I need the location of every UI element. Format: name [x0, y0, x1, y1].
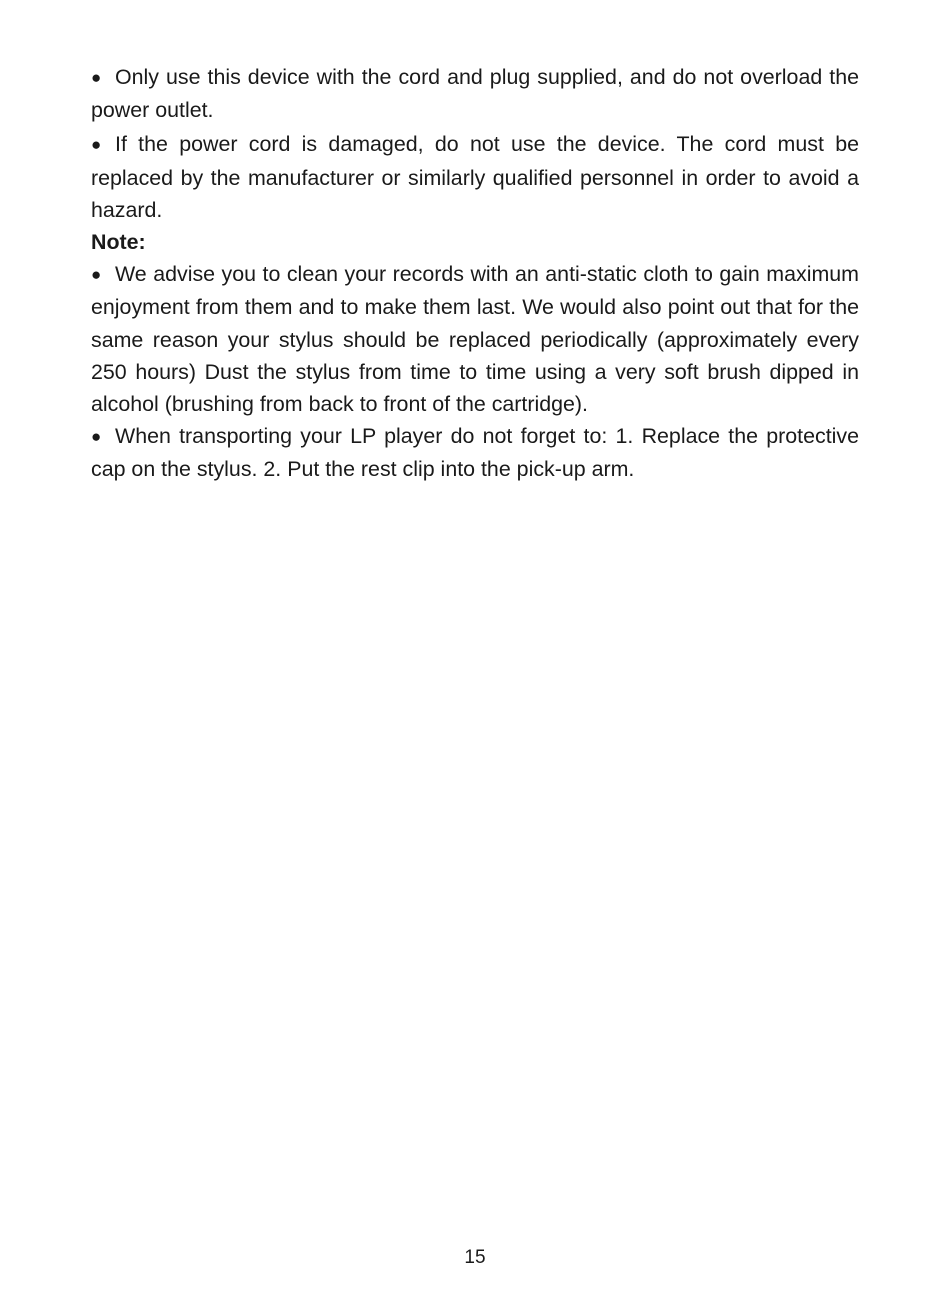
paragraph-text: If the power cord is damaged, do not use the device. The cord must be replaced by the manufacturer or similarly qualified personnel in order to avoid a hazard. — [91, 132, 859, 222]
paragraph-text: When transporting your LP player do not forget to: 1. Replace the protective cap on the stylus. 2. Put the rest clip into the pick-up arm. — [91, 424, 859, 482]
bullet-paragraph-transporting — [91, 420, 859, 485]
bullet-paragraph-power-outlet — [91, 61, 859, 126]
bullet-paragraph-damaged-cord — [91, 128, 859, 226]
bullet-icon: ● — [91, 135, 102, 155]
note-heading: Note: — [91, 230, 146, 255]
bullet-icon: ● — [91, 427, 102, 447]
page-content — [91, 61, 859, 486]
bullet-paragraph-cleaning — [91, 258, 859, 420]
bullet-icon: ● — [91, 265, 102, 285]
bullet-icon: ● — [91, 68, 102, 87]
page-number: 15 — [464, 1247, 486, 1268]
paragraph-text: Only use this device with the cord and plug supplied, and do not overload the power outlet. — [91, 65, 859, 123]
paragraph-text: We advise you to clean your records with an anti-static cloth to gain maximum enjoyment from them and to make them last. We would also point out that for the same reason your stylus should be replaced periodically (approximately every 250 hours) Dust the stylus from time to time using a very soft brush dipped in alcohol (brushing from back to front of the cartridge). — [91, 262, 859, 417]
